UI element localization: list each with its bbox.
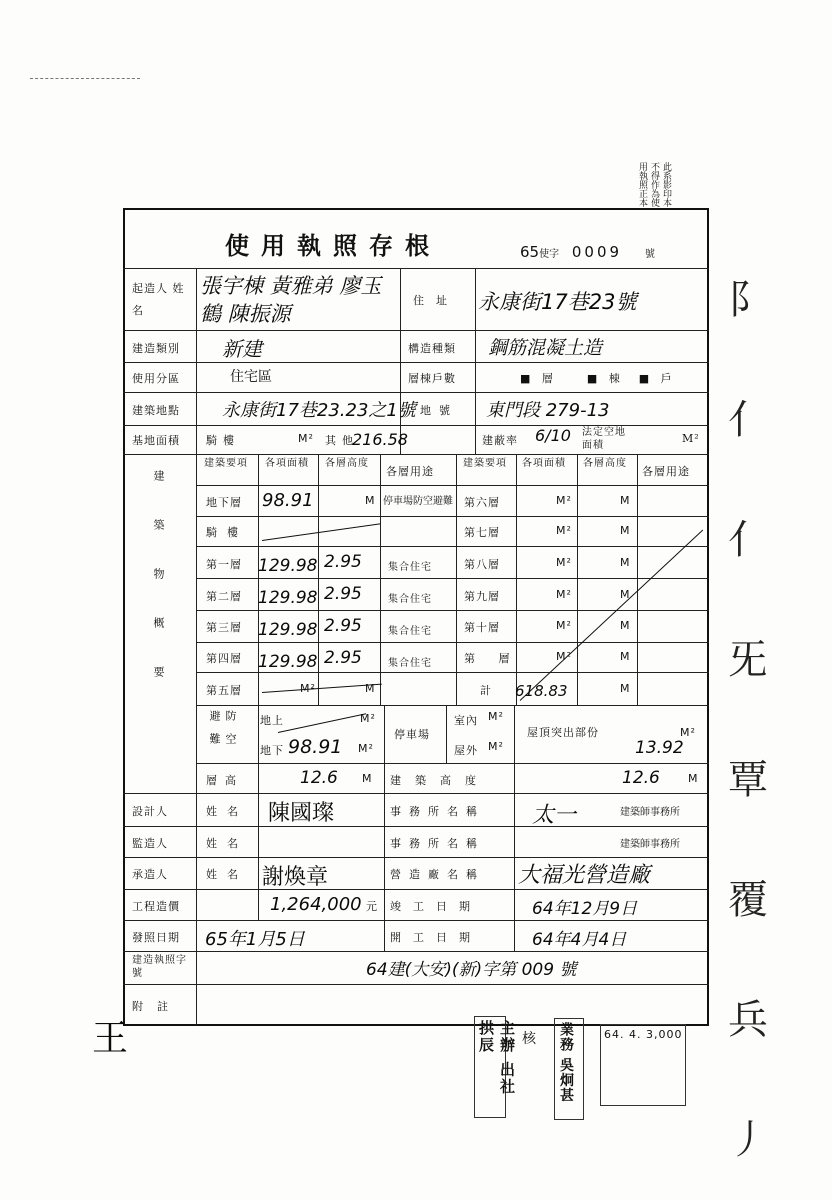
supervisor-name-label: 姓名	[206, 837, 248, 850]
print-info: 64. 4. 3,000	[604, 1028, 683, 1041]
complete-value: 64年12月9日	[532, 899, 638, 919]
contractor-name-label: 姓名	[206, 868, 248, 881]
supervisor-arch-office: 建築師事務所	[620, 839, 680, 850]
builder-label: 起造人 姓名	[132, 282, 185, 317]
roof-value: 13.92	[635, 738, 684, 758]
building-height-value: 12.6	[622, 768, 660, 788]
coverage-label: 建蔽率	[482, 434, 518, 447]
seal-business-text: 業務 吳炯甚	[558, 1022, 574, 1103]
lot-value: 東門段 279-13	[486, 400, 610, 421]
unit-m2: M²	[682, 432, 700, 445]
address-label: 住址	[413, 294, 459, 307]
legal-open-label: 法定空地面積	[582, 427, 626, 451]
cost-value: 1,264,000	[270, 894, 362, 915]
floor1-use: 集合住宅	[388, 562, 432, 573]
parking-label: 停車場	[394, 728, 430, 741]
right-edge-fragment: 阝 亻 亻 旡 覃 覆 兵 丿	[728, 277, 768, 1163]
indoor-label: 室內	[454, 714, 478, 727]
col-height: 各層高度	[325, 458, 369, 469]
floor4-area: 129.98	[258, 652, 318, 672]
designer-label: 設計人	[132, 805, 168, 818]
floor-5: 第五層	[206, 684, 242, 697]
story-height-value: 12.6	[300, 768, 338, 788]
col-item: 建築要項	[204, 458, 248, 469]
building-section-label: 建築物概要	[152, 470, 165, 715]
floors-label: 層棟戶數	[408, 372, 456, 385]
cost-unit: 元	[366, 900, 378, 913]
floor-basement: 地下層	[206, 496, 242, 509]
floor-4: 第四層	[206, 652, 242, 665]
designer-name-label: 姓名	[206, 805, 248, 818]
category-value: 新建	[222, 337, 262, 361]
col-use: 各層用途	[386, 465, 434, 478]
supervisor-label: 監造人	[132, 837, 168, 850]
category-label: 建造類別	[132, 342, 180, 355]
floor-9: 第九層	[464, 590, 500, 603]
page-title: 使用執照存根	[225, 231, 441, 260]
floor3-area: 129.98	[258, 620, 318, 640]
cost-label: 工程造價	[132, 900, 180, 913]
arcade-label: 騎樓	[206, 434, 240, 447]
shelter-label: 防空避難	[208, 710, 237, 756]
structure-label: 構造種類	[408, 342, 456, 355]
structure-value: 鋼筋混凝土造	[488, 337, 603, 359]
underground-shelter: 98.91	[288, 736, 343, 758]
floor4-use: 集合住宅	[388, 658, 432, 669]
issue-label: 發照日期	[132, 931, 180, 944]
seal-check: 核	[522, 1031, 537, 1047]
side-mark: 王	[92, 1018, 129, 1059]
firm-label: 營造廠名稱	[390, 868, 485, 881]
col-item-2: 建築要項	[463, 458, 507, 469]
builders-value: 張宇棟 黃雅弟 廖玉鶴 陳振源	[200, 274, 382, 326]
floor-1: 第一層	[206, 558, 242, 571]
note-label: 附註	[132, 1000, 182, 1013]
seal-chief-text: 主辦 出社 拱辰	[477, 1020, 516, 1096]
lot-label: 地號	[420, 404, 458, 417]
supervisor-office-label: 事務所名稱	[390, 837, 485, 850]
floor2-area: 129.98	[258, 588, 318, 608]
site-label: 建築地點	[132, 404, 180, 417]
col-use-2: 各層用途	[642, 465, 690, 478]
firm-value: 大福光營造廠	[518, 863, 651, 888]
col-height-2: 各層高度	[583, 458, 627, 469]
start-value: 64年4月4日	[532, 930, 627, 950]
basement-use: 停車場防空避難	[383, 496, 453, 507]
land-other-value: 216.58	[352, 430, 408, 449]
total-label: 計	[480, 684, 492, 697]
total-area: 618.83	[515, 682, 568, 700]
complete-label: 竣工日期	[390, 900, 482, 913]
floor4-height: 2.95	[324, 648, 362, 668]
contractor-value: 謝煥章	[262, 865, 329, 890]
site-value: 永康街17巷23.23之1號	[222, 400, 416, 421]
floor2-height: 2.95	[324, 584, 362, 604]
floors-fill: ■ 層 ■ 棟 ■ 戶	[520, 372, 676, 385]
col-area-2: 各項面積	[522, 458, 566, 469]
designer-arch-office: 建築師事務所	[620, 807, 680, 818]
coverage-value: 6/10	[535, 426, 571, 445]
license-number: 65使字 0009 號	[520, 243, 655, 261]
floor1-height: 2.95	[324, 552, 362, 572]
permit-value: 64建(大安)(新)字第 009 號	[366, 960, 577, 980]
ground-label: 地上	[260, 714, 284, 727]
copy-notice-stamp: 此系影印本不得作為使用執照正本	[637, 162, 671, 207]
roof-label: 屋頂突出部份	[527, 726, 599, 739]
permit-label: 建造執照字號	[132, 955, 187, 979]
land-label: 基地面積	[132, 434, 180, 447]
zone-value: 住宅區	[230, 369, 272, 385]
floor3-height: 2.95	[324, 616, 362, 636]
col-area: 各項面積	[265, 458, 309, 469]
floor-3: 第三層	[206, 621, 242, 634]
floor1-area: 129.98	[258, 556, 318, 576]
designer-office-label: 事務所名稱	[390, 805, 485, 818]
designer-office-value: 太一	[532, 803, 577, 828]
floor-6: 第六層	[464, 496, 500, 509]
issue-value: 65年1月5日	[205, 929, 305, 950]
zone-label: 使用分區	[132, 372, 180, 385]
start-label: 開工日期	[390, 931, 482, 944]
building-height-label: 建築高度	[390, 774, 490, 787]
other-label: 其他	[325, 434, 359, 447]
contractor-label: 承造人	[132, 868, 168, 881]
basement-area: 98.91	[262, 490, 314, 511]
floor-arcade: 騎樓	[206, 526, 248, 539]
floor-2: 第二層	[206, 590, 242, 603]
floor2-use: 集合住宅	[388, 594, 432, 605]
address-value: 永康街17巷23號	[478, 290, 637, 314]
outdoor-label: 屋外	[454, 744, 478, 757]
underground-label: 地下	[260, 744, 284, 757]
story-height-label: 層高	[206, 774, 244, 787]
floor-n: 第 層	[464, 652, 520, 665]
floor-8: 第八層	[464, 558, 500, 571]
scan-mark	[30, 78, 140, 79]
floor3-use: 集合住宅	[388, 626, 432, 637]
designer-value: 陳國璨	[268, 801, 335, 826]
floor-10: 第十層	[464, 621, 500, 634]
floor-7: 第七層	[464, 526, 500, 539]
